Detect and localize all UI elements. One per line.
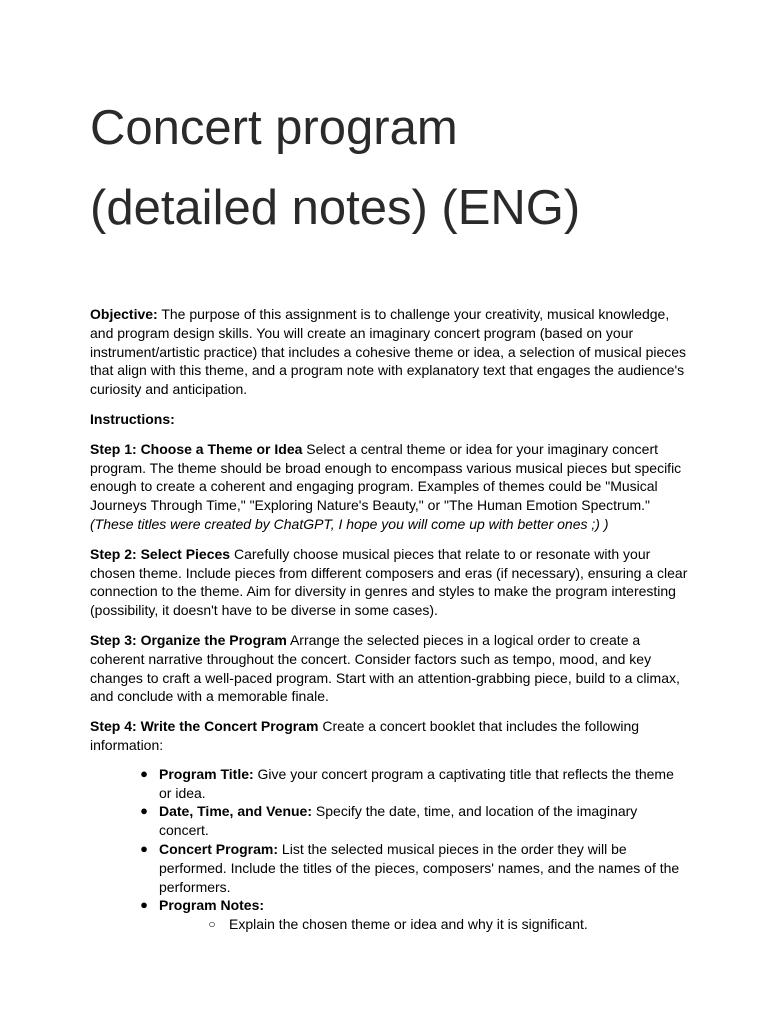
step-2-paragraph (90, 545, 690, 620)
step-2-text: Carefully choose musical pieces that relate to or resonate with your chosen theme. Include pieces from different composers and eras (if necessary), ensuring a clear connection to the theme. Aim for diversity in genres and styles to make the program interesting (possibility, it doesn't have to be diverse in some cases). (90, 545, 688, 619)
sub-bullet-text: Explain the chosen theme or idea and why it is significant. (229, 916, 588, 933)
objective-label: Objective: (90, 306, 158, 322)
bullet-icon: ● (140, 840, 148, 856)
bullet-icon: ● (140, 897, 148, 913)
step-4-label: Step 4: Write the Concert Program (90, 718, 319, 735)
bullet-text: Give your concert program a captivating title that reflects the theme or idea. (159, 765, 674, 801)
step-3-label: Step 3: Organize the Program (90, 631, 287, 648)
instructions-heading: Instructions: (90, 410, 175, 427)
bullet-icon: ● (140, 765, 148, 781)
step-4-paragraph (90, 717, 690, 755)
step-4-text: Create a concert booklet that includes the following information: (90, 718, 640, 753)
bullet-text: Specify the date, time, and location of the imaginary concert. (159, 803, 638, 839)
list-item-date-time-venue (140, 802, 690, 840)
bullet-label: Program Title: (159, 765, 254, 782)
booklet-info-list (90, 765, 690, 934)
bullet-label: Concert Program: (159, 840, 279, 857)
list-item-program-title (140, 765, 690, 803)
list-item-program-notes (140, 896, 690, 934)
bullet-label: Program Notes: (159, 897, 265, 914)
objective-text: The purpose of this assignment is to challenge your creativity, musical knowledge, and program design skills. You will create an imaginary concert program (based on your instrument/artistic practice) that includes a cohesive theme or idea, a selection of musical pieces that align with this theme, and a program note with explanatory text that engages the audience's curiosity and anticipation. (90, 306, 687, 398)
document-title (90, 88, 690, 248)
step-3-text: Arrange the selected pieces in a logical order to create a coherent narrative throughout the concert. Consider factors such as tempo, mood, and key changes to craft a well-paced program. Start with an attention-grabbing piece, build to a climax, and conclude with a memorable finale. (90, 631, 680, 705)
bullet-icon: ● (140, 803, 148, 819)
step-1-text: Select a central theme or idea for your imaginary concert program. The theme should be broad enough to encompass various musical pieces but specific enough to create a coherent and engaging program. Examples of themes could be "Musical Journeys Through Time," "Exploring Nature's Beauty," or "The Human Emotion Spectrum." (90, 440, 682, 514)
step-1-label: Step 1: Choose a Theme or Idea (90, 440, 303, 457)
step-3-paragraph (90, 631, 690, 706)
list-item-concert-program (140, 840, 690, 896)
step-1-note: (These titles were created by ChatGPT, I hope you will come up with better ones ;) ) (90, 515, 609, 532)
document-page (90, 88, 690, 934)
hollow-bullet-icon: ○ (208, 917, 216, 932)
bullet-text: List the selected musical pieces in the order they will be performed. Include the titles of the pieces, composers' names, and the names of the performers. (159, 840, 680, 895)
program-notes-sublist (159, 915, 690, 934)
step-1-paragraph (90, 440, 690, 534)
sub-list-item (208, 915, 690, 934)
title-line-1: Concert program (90, 101, 458, 155)
bullet-label: Date, Time, and Venue: (159, 803, 313, 820)
objective-paragraph (90, 305, 690, 399)
step-2-label: Step 2: Select Pieces (90, 545, 231, 562)
title-line-2: (detailed notes) (ENG) (90, 181, 581, 235)
